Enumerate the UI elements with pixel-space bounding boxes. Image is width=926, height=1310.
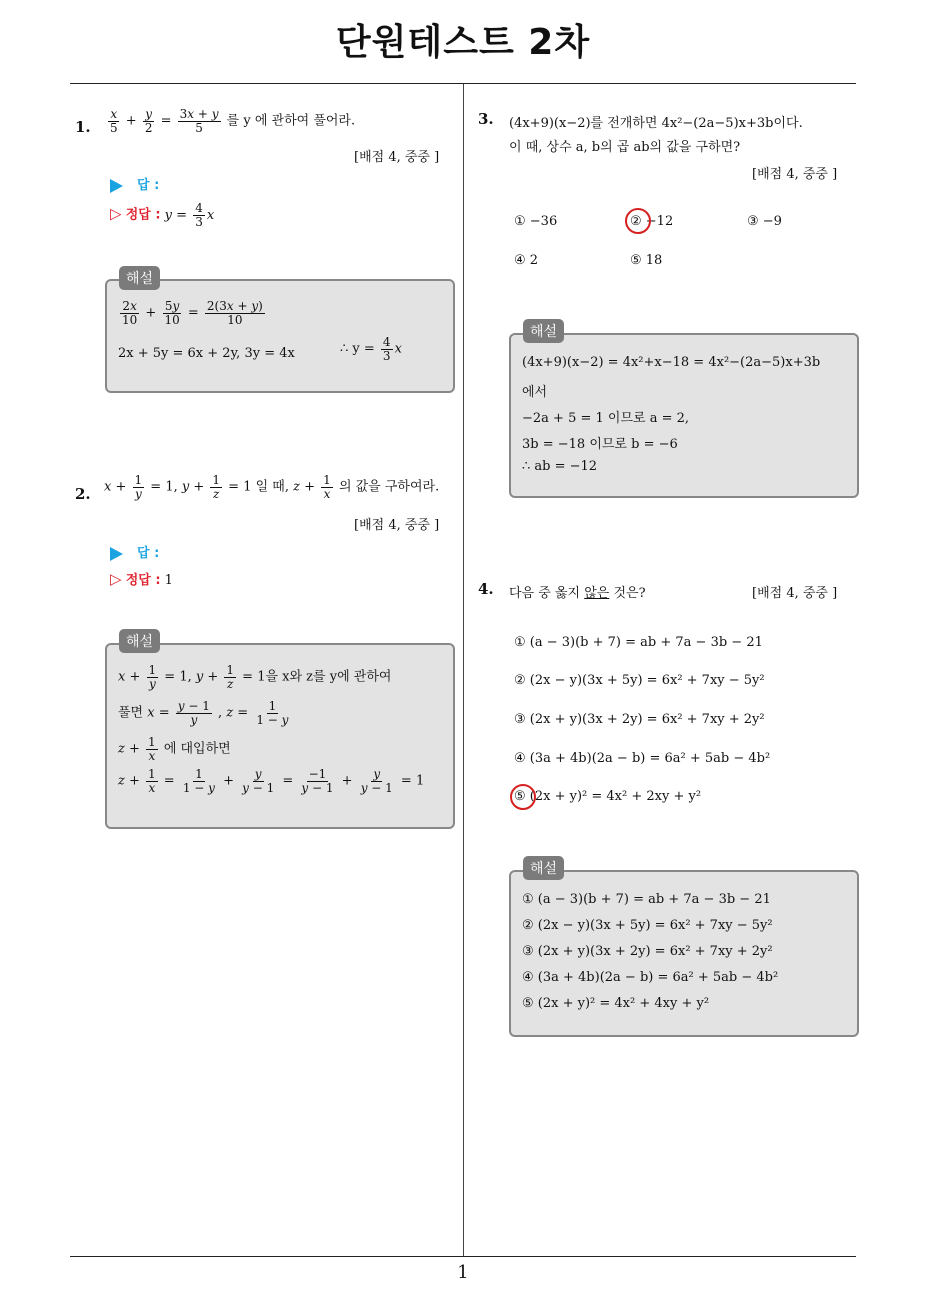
question-1-correct: ▷ 정답 : y = $\frac{4}{3}$ x <box>110 201 215 229</box>
question-1-number: 1. <box>75 118 91 136</box>
page-title: 단원테스트 2차 <box>335 22 591 63</box>
question-3-number: 3. <box>478 110 494 128</box>
question-2-correct: ▷ 정답 : 1 <box>110 570 173 588</box>
q2-expl-line-1: x + $\frac{1}{y}$ = 1, y + $\frac{1}{z}$ = 1을 x와 z를 y에 관하여 <box>118 663 392 691</box>
q2-expl-line-2: 풀면 x = $\frac{y - 1}{y}$ , z = $\frac{1}{1 - y}$ <box>118 699 289 727</box>
question-2-text: x + $\frac{1}{y}$ = 1, y + $\frac{1}{z}$ = 1 일 때, z + $\frac{1}{x}$ 의 값을 구하여라. <box>104 473 440 501</box>
question-1-text: $\frac{x}{5}$ + $\frac{y}{2}$ = $\frac{3x + y}{5}$ 를 y 에 관하여 풀어라. <box>110 107 356 135</box>
question-4-explanation-tag: 해설 <box>523 856 564 880</box>
page-number: 1 <box>457 1262 469 1283</box>
q4-choice-3[interactable]: ③ (2x + y)(3x + 2y) = 6x² + 7xy + 2y² <box>514 712 765 727</box>
question-2-answer[interactable]: 답 : <box>110 542 159 561</box>
play-icon <box>110 179 123 193</box>
q3-choice-5[interactable]: ⑤ 18 <box>630 253 663 268</box>
q3-expl-line-3: −2a + 5 = 1 이므로 a = 2, <box>522 411 690 426</box>
answer-circle-mark <box>510 784 536 810</box>
q3-expl-line-1: (4x+9)(x−2) = 4x²+x−18 = 4x²−(2a−5)x+3b <box>522 355 821 370</box>
question-3-line-1: (4x+9)(x−2)를 전개하면 4x²−(2a−5)x+3b이다. <box>509 116 803 131</box>
q1-expl-line-1: $\frac{2x}{10}$ + $\frac{5y}{10}$ = $\frac{2(3x + y)}{10}$ <box>122 299 263 327</box>
question-3-explanation-tag: 해설 <box>523 319 564 343</box>
q1-expl-therefore: ∴ y = $\frac{4}{3}$ x <box>340 335 402 363</box>
q4-expl-line-1: ① (a − 3)(b + 7) = ab + 7a − 3b − 21 <box>522 892 771 907</box>
q3-expl-line-2: 에서 <box>522 385 548 400</box>
question-1-explanation-tag: 해설 <box>119 266 160 290</box>
triangle-outline-icon: ▷ <box>110 204 122 223</box>
question-4-text: 다음 중 옳지 않은 것은? <box>509 586 646 601</box>
question-4-number: 4. <box>478 580 494 598</box>
q4-expl-line-5: ⑤ (2x + y)² = 4x² + 4xy + y² <box>522 996 710 1011</box>
question-1-points: [배점 4, 중중 ] <box>354 150 440 165</box>
q4-expl-line-2: ② (2x − y)(3x + 5y) = 6x² + 7xy − 5y² <box>522 918 773 933</box>
q3-choice-4[interactable]: ④ 2 <box>514 253 539 268</box>
q3-choice-2[interactable]: ② −12 <box>630 214 674 229</box>
q3-choice-1[interactable]: ① −36 <box>514 214 558 229</box>
q1-expl-line-2: 2x + 5y = 6x + 2y, 3y = 4x <box>118 346 295 361</box>
q3-expl-line-5: ∴ ab = −12 <box>522 459 598 474</box>
q4-choice-2[interactable]: ② (2x − y)(3x + 5y) = 6x² + 7xy − 5y² <box>514 673 765 688</box>
bottom-rule <box>70 1256 856 1257</box>
question-2-points: [배점 4, 중중 ] <box>354 518 440 533</box>
question-3-points: [배점 4, 중중 ] <box>752 167 838 182</box>
question-1-explanation-box <box>105 279 455 393</box>
q4-choice-1[interactable]: ① (a − 3)(b + 7) = ab + 7a − 3b − 21 <box>514 635 763 650</box>
question-4-points: [배점 4, 중중 ] <box>752 586 838 601</box>
question-2-number: 2. <box>75 485 91 503</box>
q2-expl-line-4: z + $\frac{1}{x}$ = $\frac{1}{1 - y}$ + $\frac{y}{y - 1}$ = $\frac{-1}{y - 1}$ + $\frac{y}{y - 1}$ = 1 <box>118 767 425 795</box>
q2-expl-line-3: z + $\frac{1}{x}$ 에 대입하면 <box>118 735 231 763</box>
play-icon <box>110 547 123 561</box>
question-1-answer[interactable]: 답 : <box>110 174 159 193</box>
q4-choice-5[interactable]: ⑤ (2x + y)² = 4x² + 2xy + y² <box>514 789 702 804</box>
question-3-line-2: 이 때, 상수 a, b의 곱 ab의 값을 구하면? <box>509 140 741 155</box>
q4-choice-4[interactable]: ④ (3a + 4b)(2a − b) = 6a² + 5ab − 4b² <box>514 751 771 766</box>
triangle-outline-icon: ▷ <box>110 570 122 588</box>
q3-expl-line-4: 3b = −18 이므로 b = −6 <box>522 437 678 452</box>
answer-circle-mark <box>625 208 651 234</box>
q4-expl-line-3: ③ (2x + y)(3x + 2y) = 6x² + 7xy + 2y² <box>522 944 773 959</box>
question-2-explanation-tag: 해설 <box>119 629 160 653</box>
q3-choice-3[interactable]: ③ −9 <box>747 214 782 229</box>
q4-expl-line-4: ④ (3a + 4b)(2a − b) = 6a² + 5ab − 4b² <box>522 970 779 985</box>
column-divider <box>463 84 464 1256</box>
